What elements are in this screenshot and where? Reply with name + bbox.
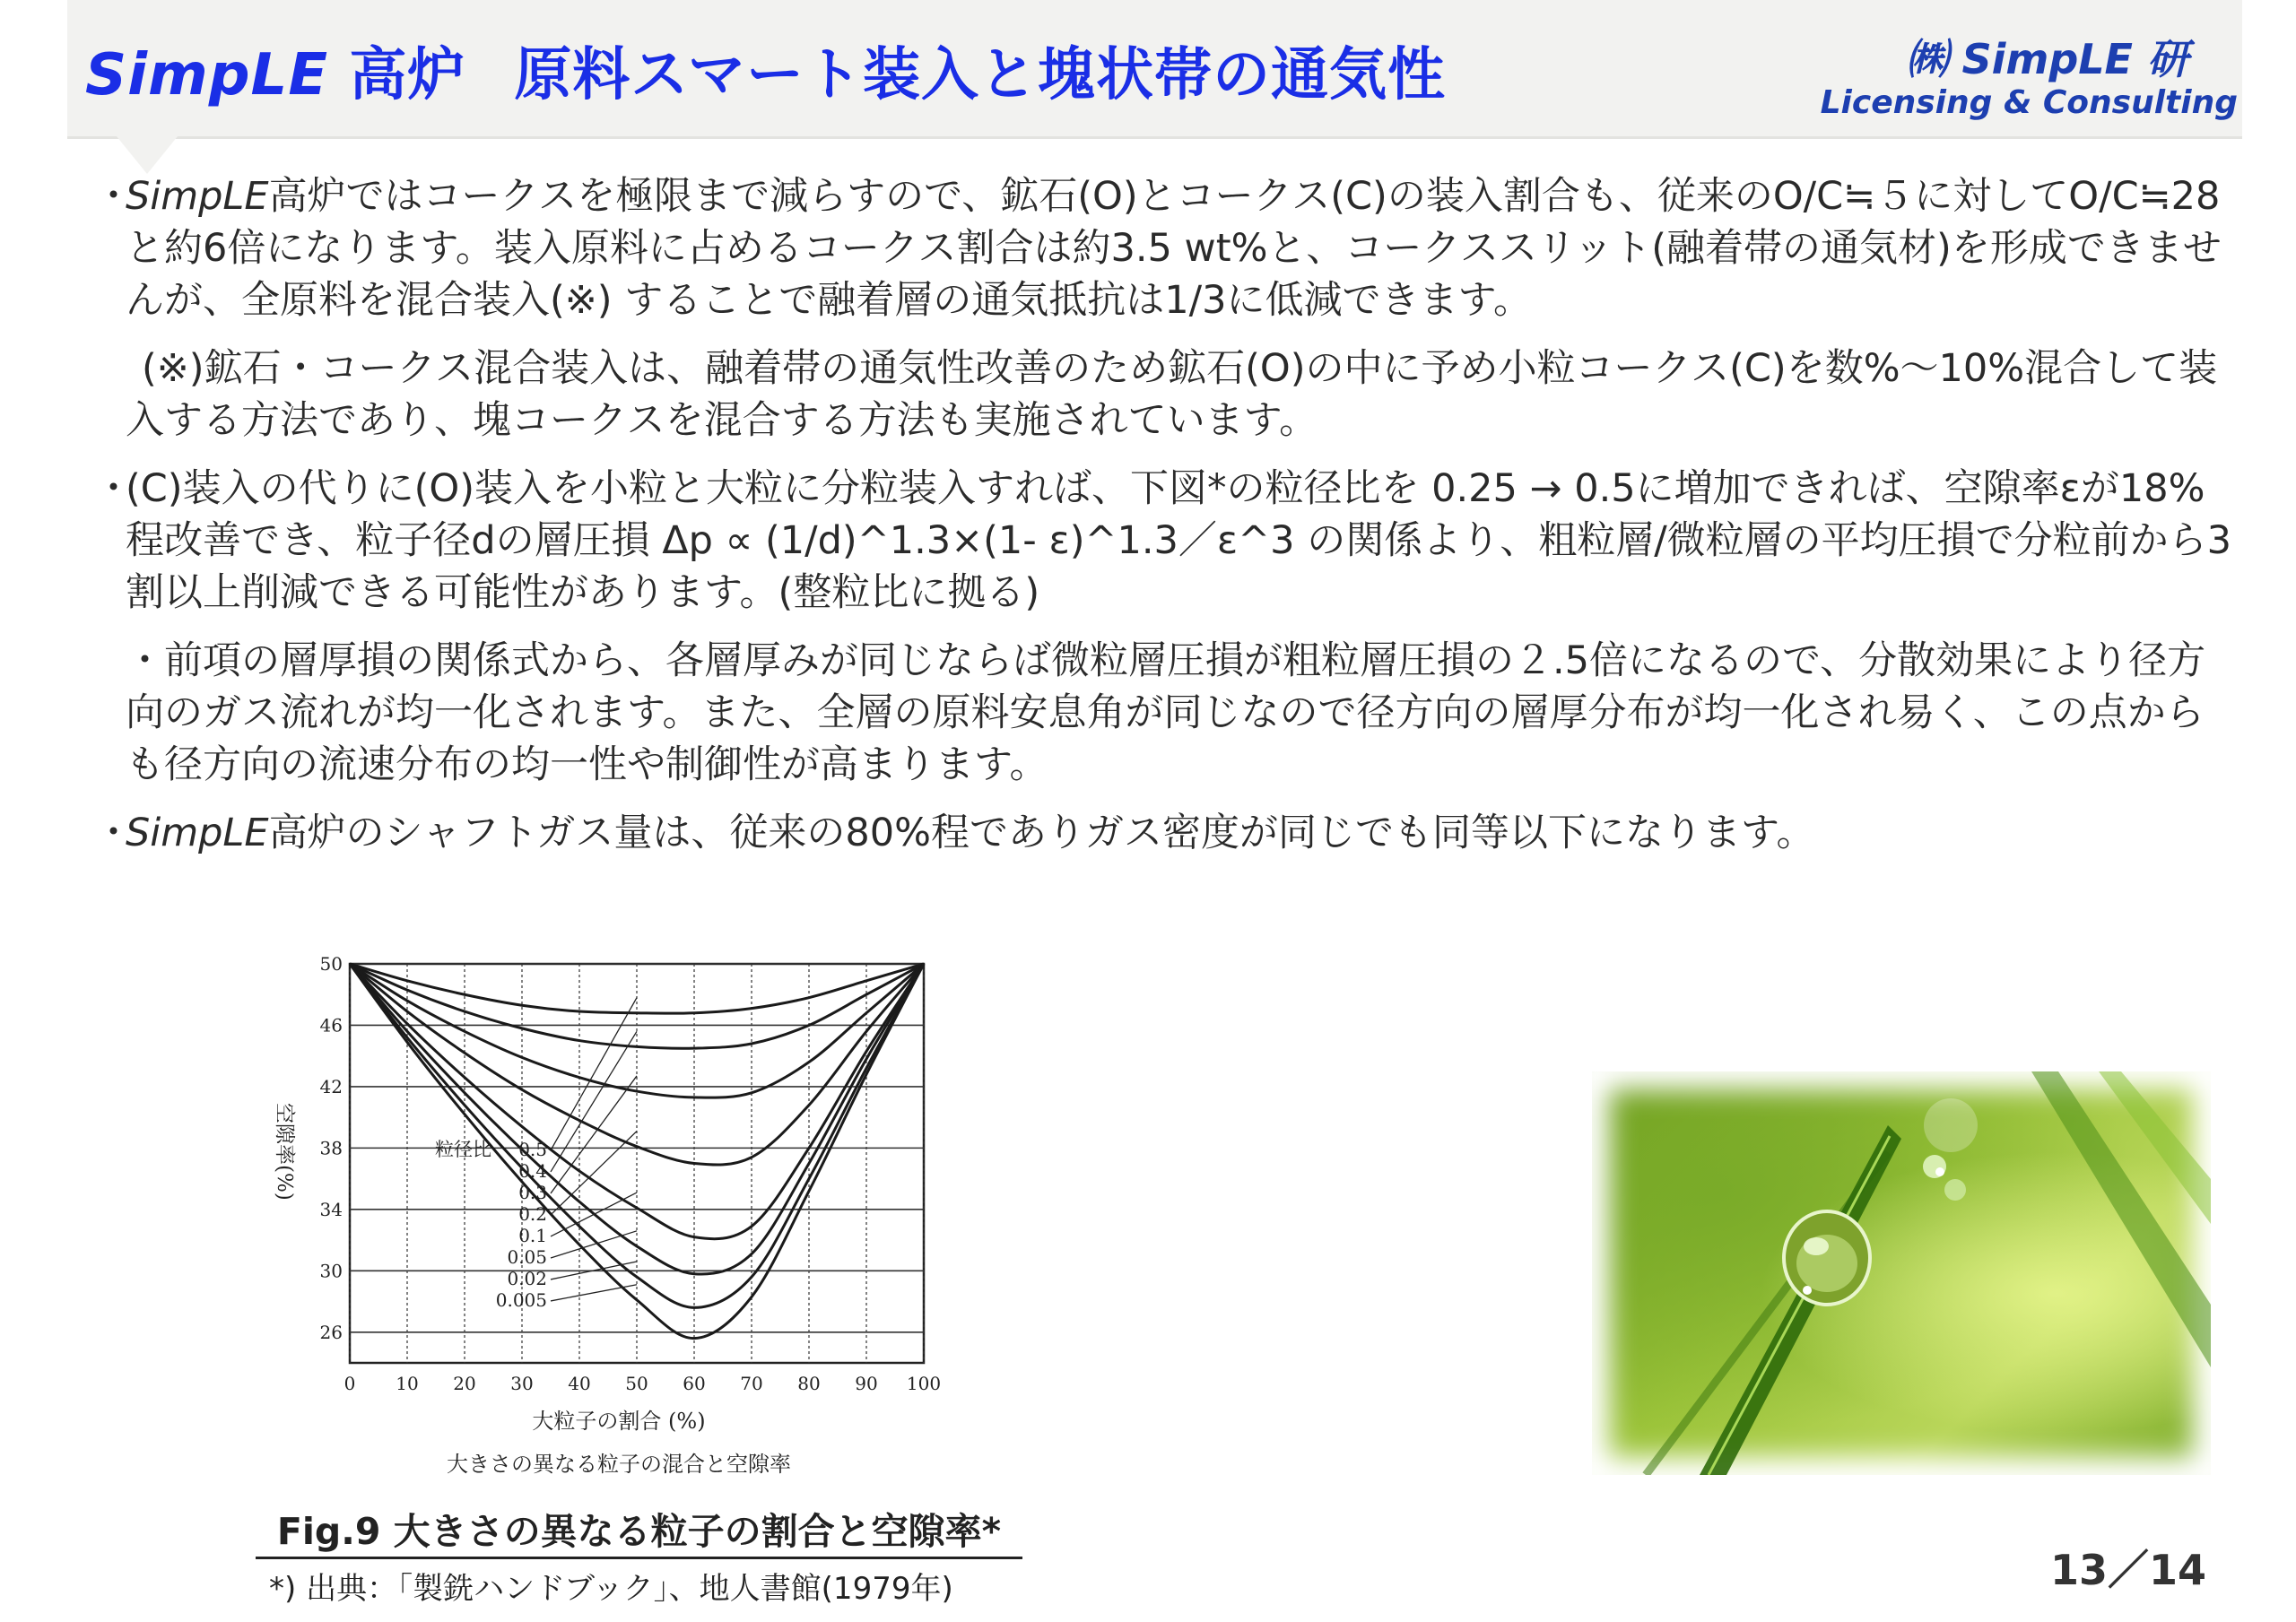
paragraph-1-text: 高炉ではコークスを極限まで減らすので、鉱石(O)とコークス(C)の装入割合も、従来のO/C≒５に対してO/C≒28と約6倍になります。装入原料に占めるコークス割合は約3.5 wt%と、コークススリット(融着帯の通気材)を形成できませんが、全原料を混合装入(※) することで融着層の通気抵抗は1/3に低減できます。 xyxy=(126,174,2222,323)
paragraph-1 xyxy=(94,170,2238,326)
dewdrop-illustration xyxy=(1592,1071,2211,1475)
title-part-2: 原料スマート装入と塊状帯の通気性 xyxy=(514,42,1447,108)
x-tick-label: 40 xyxy=(568,1373,591,1394)
note-2: ・前項の層厚損の関係式から、各層厚みが同じならば微粒層圧損が粗粒層圧損の２.5倍になるので、分散効果により径方向のガス流れが均一化されます。また、全層の原料安息角が同じなので径方向の層厚分布が均一化され易く、この点からも径方向の流速分布の均一性や制御性が高まります。 xyxy=(126,638,2206,787)
series-leader-line xyxy=(551,1031,637,1172)
x-tick-label: 90 xyxy=(855,1373,878,1394)
series-label-0.1: 0.1 xyxy=(518,1224,547,1246)
paragraph-3 xyxy=(94,807,2238,859)
series-leader-line xyxy=(551,1076,637,1193)
bullet: ・ xyxy=(94,811,133,855)
y-tick-label: 50 xyxy=(319,953,343,975)
dewdrop-photo xyxy=(1592,1071,2211,1475)
paragraph-3-text: 高炉のシャフトガス量は、従来の80%程でありガス密度が同じでも同等以下になります。 xyxy=(268,811,1815,855)
x-tick-label: 80 xyxy=(797,1373,821,1394)
y-axis-title: 空隙率(%) xyxy=(273,1103,296,1201)
series-leader-line xyxy=(551,1231,637,1258)
bullet: ・ xyxy=(94,466,133,511)
series-label-0.005: 0.005 xyxy=(495,1288,547,1311)
series-label-0.2: 0.2 xyxy=(518,1202,547,1225)
series-label-0.3: 0.3 xyxy=(518,1181,547,1203)
series-leader-line xyxy=(551,1285,637,1301)
title-part-1: 高炉 xyxy=(349,42,466,108)
x-tick-label: 70 xyxy=(740,1373,763,1394)
y-tick-label: 38 xyxy=(319,1137,343,1159)
x-tick-label: 60 xyxy=(683,1373,706,1394)
y-tick-label: 30 xyxy=(319,1260,343,1282)
title-brand: SimpLE xyxy=(85,42,329,108)
slide-title xyxy=(85,29,1446,111)
series-label-0.02: 0.02 xyxy=(507,1267,547,1289)
x-tick-label: 30 xyxy=(510,1373,534,1394)
series-leader-line xyxy=(551,1193,637,1236)
chart-subtitle: 大きさの異なる粒子の混合と空隙率 xyxy=(447,1452,791,1477)
x-tick-label: 0 xyxy=(344,1373,356,1394)
paragraph-2-text: (C)装入の代りに(O)装入を小粒と大粒に分粒装入すれば、下図*の粒径比を 0.25 → 0.5に増加できれば、空隙率εが18%程改善でき、粒子径dの層圧損 Δp ∝ (1/d)^1.3×(1- ε)^1.3／ε^3 の関係より、粗粒層/微粒層の平均圧損で分粒前から3割以上削減できる可能性があります。(整粒比に拠る) xyxy=(126,466,2232,615)
header-pointer xyxy=(117,136,178,174)
y-tick-label: 46 xyxy=(319,1014,343,1037)
note-1 xyxy=(94,343,2238,447)
x-tick-label: 100 xyxy=(906,1373,942,1394)
x-tick-label: 20 xyxy=(453,1373,476,1394)
x-tick-label: 50 xyxy=(625,1373,648,1394)
figure-source: *) 出典：「製銑ハンドブック」、地人書館(1979年) xyxy=(269,1571,953,1607)
note-1-text: (※)鉱石・コークス混合装入は、融着帯の通気性改善のため鉱石(O)の中に予め小粒コークス(C)を数%～10%混合して装入する方法であり、塊コークスを混合する方法も実施されています。 xyxy=(126,346,2218,443)
brand-name: SimpLE xyxy=(126,174,269,219)
slide-body xyxy=(94,170,2238,875)
series-leader-line xyxy=(551,1132,637,1215)
y-tick-label: 42 xyxy=(319,1075,343,1097)
brand-name: SimpLE xyxy=(126,811,269,855)
bullet: ・ xyxy=(94,174,133,219)
paragraph-2 xyxy=(94,463,2238,619)
x-tick-label: 10 xyxy=(396,1373,419,1394)
series-label-0.4: 0.4 xyxy=(518,1159,547,1182)
company-logo: ㈱ SimpLE 研 xyxy=(1906,35,2188,83)
y-tick-label: 34 xyxy=(319,1198,343,1220)
chart-ticks xyxy=(320,953,942,1394)
figure-caption: Fig.9 大きさの異なる粒子の割合と空隙率* xyxy=(256,1506,1022,1559)
y-tick-label: 26 xyxy=(319,1321,343,1343)
series-label-0.5: 0.5 xyxy=(518,1138,547,1160)
company-tagline: Licensing & Consulting xyxy=(1820,84,2238,121)
series-label-0.05: 0.05 xyxy=(507,1245,547,1268)
page-number: 13／14 xyxy=(2049,1546,2206,1594)
chart-grid xyxy=(350,964,924,1363)
chart-svg xyxy=(251,937,960,1493)
legend-title: 粒径比 xyxy=(435,1138,491,1160)
porosity-chart xyxy=(251,937,960,1493)
x-axis-title: 大粒子の割合 (%) xyxy=(532,1409,706,1434)
